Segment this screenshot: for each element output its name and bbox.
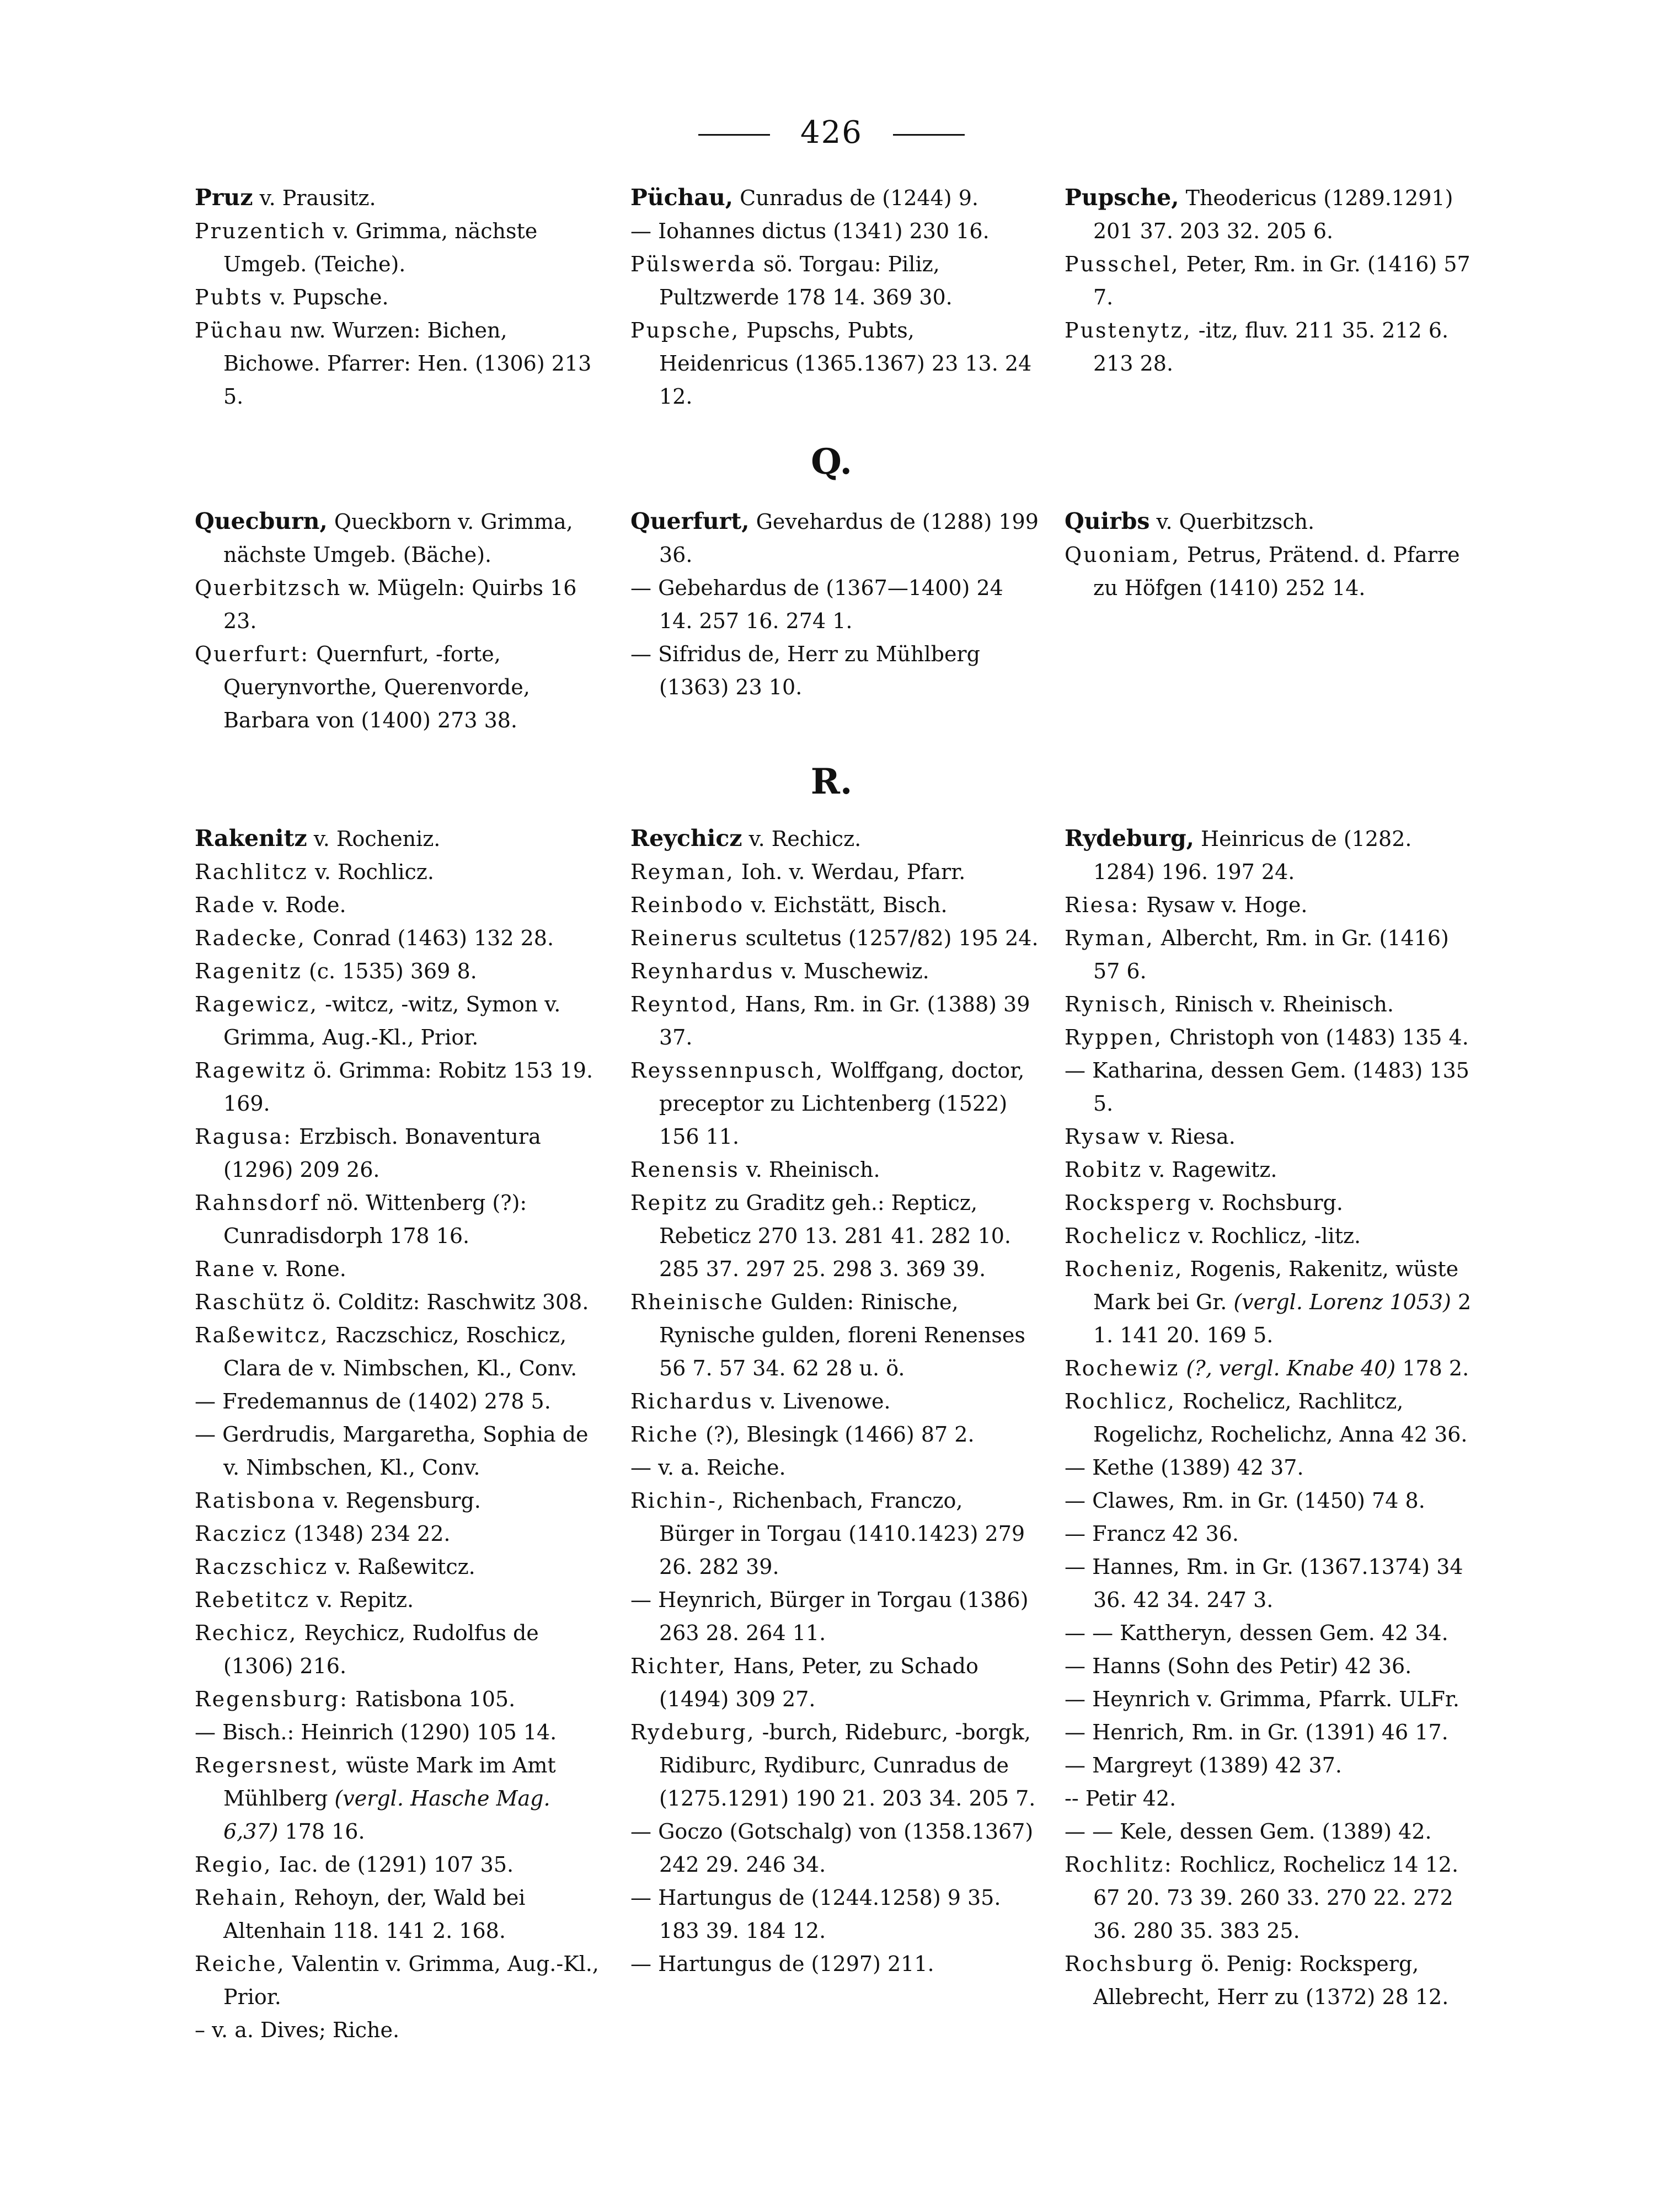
entry-text: Ioh. v. Werdau, Pfarr. xyxy=(734,860,966,884)
entry-text: -itz, fluv. 211 35. 212 6. 213 28. xyxy=(1093,318,1449,376)
index-entry xyxy=(1065,1649,1475,1683)
entry-text xyxy=(1179,1356,1186,1380)
index-entry xyxy=(1065,1815,1475,1848)
index-entry xyxy=(1065,1782,1475,1815)
entry-text: — Fredemannus de (1402) 278 5. xyxy=(195,1389,551,1413)
entry-text: v. Rechicz. xyxy=(742,827,862,851)
entry-text: Richenbach, Franczo, Bürger in Torgau (1410.1423) 279 26. 282 39. xyxy=(659,1488,1025,1579)
entry-text: — Clawes, Rm. in Gr. (1450) 74 8. xyxy=(1065,1488,1425,1513)
entry-headword: Reynhardus xyxy=(630,959,774,983)
entry-text: Gulden: Rinische, Rynische gulden, floreni Renenses 56 7. 57 34. 62 28 u. ö. xyxy=(659,1290,1025,1380)
entry-headword: Rane xyxy=(195,1257,256,1281)
index-entry xyxy=(1065,1484,1475,1517)
index-entry xyxy=(1065,538,1475,604)
entry-text: Christoph von (1483) 135 4. xyxy=(1163,1025,1469,1049)
index-entry xyxy=(1065,181,1475,248)
entry-text: wüste Mark im Amt Mühlberg xyxy=(223,1753,556,1811)
entry-headword: Regio, xyxy=(195,1852,272,1877)
entry-headword: Raczicz xyxy=(195,1522,287,1546)
entry-headword: Rochlicz, xyxy=(1065,1389,1176,1413)
entry-headword: Rahnsdorf xyxy=(195,1191,320,1215)
entry-text: Petrus, Prätend. d. Pfarre zu Höfgen (1410) 252 14. xyxy=(1093,543,1460,600)
entry-text: -witcz, -witz, Symon v. Grimma, Aug.-Kl., Prior. xyxy=(223,992,561,1049)
entry-text: — Hartungus de (1297) 211. xyxy=(630,1952,934,1976)
entry-headword: Pubts xyxy=(195,285,264,309)
index-entry xyxy=(195,822,606,855)
section-heading-r: R. xyxy=(810,761,853,802)
index-entry xyxy=(195,181,606,215)
entry-headword: Rochewiz xyxy=(1065,1356,1180,1380)
entry-headword: Ragewitz xyxy=(195,1058,307,1083)
index-entry xyxy=(630,638,1041,704)
index-entry xyxy=(1065,1716,1475,1749)
entry-headword: Richter, xyxy=(630,1654,727,1678)
entry-text: ö. Penig: Rocksperg, Allebrecht, Herr zu (1372) 28 12. xyxy=(1093,1952,1449,2009)
entry-text: Rinisch v. Rheinisch. xyxy=(1168,992,1394,1016)
page-number-line xyxy=(0,115,1663,151)
index-entry xyxy=(630,955,1041,988)
entry-headword: Ragewicz, xyxy=(195,992,319,1016)
entry-text: sö. Torgau: Piliz, Pultzwerde 178 14. 369 30. xyxy=(659,252,953,309)
section-r-column-3 xyxy=(1065,822,1475,2013)
entry-headword: Renensis xyxy=(630,1158,740,1182)
index-entry xyxy=(630,855,1041,888)
entry-headword: Quirbs xyxy=(1065,508,1150,534)
entry-text: — — Kattheryn, dessen Gem. 42 34. xyxy=(1065,1621,1448,1645)
entry-headword: Querbitzsch xyxy=(195,576,342,600)
index-entry xyxy=(630,1484,1041,1583)
entry-text: v. Rheinisch. xyxy=(739,1158,880,1182)
entry-text: v. Rone. xyxy=(256,1257,346,1281)
index-entry xyxy=(195,1186,606,1252)
index-entry xyxy=(1065,1550,1475,1616)
entry-text: Valentin v. Grimma, Aug.-Kl., Prior. xyxy=(223,1952,599,2009)
entry-headword: Rakenitz xyxy=(195,825,307,851)
entry-text: Rogenis, Rakenitz, wüste Mark bei Gr. xyxy=(1093,1257,1459,1314)
entry-text: – v. a. Dives; Riche. xyxy=(195,2018,400,2042)
index-entry xyxy=(1065,1120,1475,1153)
entry-text: Albercht, Rm. in Gr. (1416) 57 6. xyxy=(1093,926,1449,983)
entry-text: Ratisbona 105. xyxy=(348,1687,516,1711)
entry-headword: Ragenitz xyxy=(195,959,302,983)
entry-text: nö. Wittenberg (?): Cunradisdorph 178 16. xyxy=(223,1191,527,1248)
entry-headword: Querfurt, xyxy=(630,508,750,534)
index-entry xyxy=(1065,248,1475,314)
index-entry xyxy=(195,505,606,571)
entry-headword: Quoniam, xyxy=(1065,543,1180,567)
index-entry xyxy=(1065,1054,1475,1120)
index-entry xyxy=(195,1054,606,1120)
index-entry xyxy=(195,281,606,314)
index-entry xyxy=(1065,1683,1475,1716)
index-entry xyxy=(195,1484,606,1517)
entry-text: v. Prausitz. xyxy=(253,186,376,210)
index-entry xyxy=(195,1418,606,1484)
entry-text: — Heynrich, Bürger in Torgau (1386) 263 28. 264 11. xyxy=(630,1588,1029,1645)
entry-headword: Rade xyxy=(195,893,256,917)
entry-text: — Sifridus de, Herr zu Mühlberg (1363) 23 10. xyxy=(630,642,980,699)
entry-headword: Raßewitcz, xyxy=(195,1323,329,1347)
index-entry xyxy=(630,1418,1041,1451)
index-entry xyxy=(1065,822,1475,888)
index-entry xyxy=(195,1583,606,1616)
index-entry xyxy=(1065,1352,1475,1385)
entry-text: — Henrich, Rm. in Gr. (1391) 46 17. xyxy=(1065,1720,1448,1744)
entry-text: — Kethe (1389) 42 37. xyxy=(1065,1455,1304,1480)
entry-headword: Pruz xyxy=(195,184,253,211)
entry-text: Theodericus (1289.1291) 201 37. 203 32. 205 6. xyxy=(1093,186,1453,243)
entry-text: — Francz 42 36. xyxy=(1065,1522,1239,1546)
index-entry xyxy=(630,1881,1041,1947)
entry-text: Rysaw v. Hoge. xyxy=(1140,893,1308,917)
entry-headword: Reyman, xyxy=(630,860,735,884)
index-entry xyxy=(630,248,1041,314)
entry-headword: Rechicz, xyxy=(195,1621,298,1645)
page-number-left-rule xyxy=(698,134,770,136)
entry-text: v. Rode. xyxy=(255,893,346,917)
index-entry xyxy=(1065,1252,1475,1352)
entry-headword: Ragusa: xyxy=(195,1124,292,1149)
index-entry xyxy=(630,988,1041,1054)
index-entry xyxy=(195,1616,606,1683)
index-entry xyxy=(630,1385,1041,1418)
index-entry xyxy=(630,505,1041,571)
entry-headword: Richin-, xyxy=(630,1488,726,1513)
entry-text-continued: 178 16. xyxy=(278,1819,365,1844)
entry-headword: Rochelicz xyxy=(1065,1224,1182,1248)
entry-headword: Richardus xyxy=(630,1389,753,1413)
index-entry xyxy=(1065,1848,1475,1947)
entry-text: nw. Wurzen: Bichen, Bichowe. Pfarrer: Hen. (1306) 213 5. xyxy=(223,318,592,409)
entry-headword: Pülswerda xyxy=(630,252,757,276)
entry-text: Rehoyn, der, Wald bei Altenhain 118. 141 2. 168. xyxy=(223,1886,526,1943)
index-entry xyxy=(195,215,606,281)
entry-text: v. Grimma, nächste Umgeb. (Teiche). xyxy=(223,219,538,276)
section-q-column-2 xyxy=(630,505,1041,704)
entry-headword: Reinbodo xyxy=(630,893,745,917)
entry-headword: Rochsburg xyxy=(1065,1952,1195,1976)
index-entry xyxy=(1065,1385,1475,1451)
index-entry xyxy=(1065,314,1475,380)
index-entry xyxy=(195,888,606,922)
entry-text: (1348) 234 22. xyxy=(287,1522,451,1546)
section-q-column-3 xyxy=(1065,505,1475,604)
entry-text: Rochlicz, Rochelicz 14 12. 67 20. 73 39. 260 33. 270 22. 272 36. 280 35. 383 25. xyxy=(1093,1852,1459,1943)
entry-text: v. Rocheniz. xyxy=(307,827,441,851)
index-entry xyxy=(195,2013,606,2047)
index-entry xyxy=(1065,1947,1475,2013)
entry-headword: Radecke, xyxy=(195,926,306,950)
entry-headword: Püchau, xyxy=(630,184,734,211)
entry-text: — Gerdrudis, Margaretha, Sophia de v. Nimbschen, Kl., Conv. xyxy=(195,1422,589,1480)
entry-text: -- Petir 42. xyxy=(1065,1786,1177,1811)
index-entry xyxy=(630,822,1041,855)
entry-text: v. Rochlicz, -litz. xyxy=(1181,1224,1361,1248)
index-entry xyxy=(195,314,606,413)
index-entry xyxy=(1065,922,1475,988)
entry-headword: Ratisbona xyxy=(195,1488,317,1513)
entry-text: — Katharina, dessen Gem. (1483) 135 5. xyxy=(1065,1058,1469,1116)
entry-reference-italic: (?, vergl. Knabe 40) xyxy=(1186,1356,1396,1380)
index-entry xyxy=(195,1683,606,1716)
entry-headword: Reiche, xyxy=(195,1952,286,1976)
entry-text: v. Repitz. xyxy=(309,1588,414,1612)
index-entry xyxy=(1065,988,1475,1021)
entry-text: v. Querbitzsch. xyxy=(1149,510,1315,534)
index-entry xyxy=(1065,1021,1475,1054)
entry-headword: Reinerus xyxy=(630,926,739,950)
entry-headword: Rydeburg, xyxy=(1065,825,1194,851)
index-entry xyxy=(195,1319,606,1385)
entry-text: ö. Grimma: Robitz 153 19. 169. xyxy=(223,1058,593,1116)
index-entry xyxy=(195,1749,606,1848)
entry-headword: Raschütz xyxy=(195,1290,306,1314)
section-r-column-2 xyxy=(630,822,1041,1980)
entry-text: — Gebehardus de (1367—1400) 24 14. 257 16. 274 1. xyxy=(630,576,1003,633)
index-entry xyxy=(630,1451,1041,1484)
entry-text: v. Muschewiz. xyxy=(774,959,929,983)
entry-headword: Rebetitcz xyxy=(195,1588,310,1612)
entry-headword: Repitz xyxy=(630,1191,708,1215)
entry-text: v. Regensburg. xyxy=(316,1488,481,1513)
index-entry xyxy=(630,215,1041,248)
entry-text: Hans, Peter, zu Schado (1494) 309 27. xyxy=(659,1654,978,1711)
entry-headword: Ryppen, xyxy=(1065,1025,1163,1049)
page-number-right-rule xyxy=(893,134,965,136)
entry-text: Iac. de (1291) 107 35. xyxy=(272,1852,514,1877)
index-entry xyxy=(195,922,606,955)
entry-text: Hans, Rm. in Gr. (1388) 39 37. xyxy=(659,992,1030,1049)
entry-headword: Regensburg: xyxy=(195,1687,349,1711)
entry-headword: Riche xyxy=(630,1422,699,1447)
index-entry xyxy=(195,855,606,888)
index-entry xyxy=(1065,1219,1475,1252)
index-entry xyxy=(630,922,1041,955)
entry-headword: Pupsche, xyxy=(630,318,740,342)
index-entry xyxy=(1065,1749,1475,1782)
entry-headword: Reychicz xyxy=(630,825,742,851)
entry-text: zu Graditz geh.: Repticz, Rebeticz 270 13. 281 41. 282 10. 285 37. 297 25. 298 3. 369 39. xyxy=(659,1191,1012,1281)
index-entry xyxy=(1065,1616,1475,1649)
index-entry xyxy=(195,1881,606,1947)
section-r-column-1 xyxy=(195,822,606,2047)
index-entry xyxy=(1065,505,1475,538)
entry-headword: Querfurt: xyxy=(195,642,310,666)
index-entry xyxy=(195,1517,606,1550)
entry-text: — Hannes, Rm. in Gr. (1367.1374) 34 36. 42 34. 247 3. xyxy=(1065,1555,1463,1612)
entry-text: v. Rochlicz. xyxy=(308,860,434,884)
entry-headword: Rocksperg xyxy=(1065,1191,1193,1215)
entry-text: v. Rochsburg. xyxy=(1192,1191,1343,1215)
section-p-column-2 xyxy=(630,181,1041,413)
entry-text: w. Mügeln: Quirbs 16 23. xyxy=(223,576,577,633)
entry-text: (?), Blesingk (1466) 87 2. xyxy=(699,1422,975,1447)
entry-headword: Pustenytz, xyxy=(1065,318,1192,342)
index-entry xyxy=(630,1153,1041,1186)
index-entry xyxy=(630,1815,1041,1881)
index-entry xyxy=(1065,1153,1475,1186)
entry-headword: Pruzentich xyxy=(195,219,327,243)
entry-headword: Quecburn, xyxy=(195,508,328,534)
entry-text: Queckborn v. Grimma, nächste Umgeb. (Bäche). xyxy=(223,510,573,567)
entry-text: — Iohannes dictus (1341) 230 16. xyxy=(630,219,990,243)
entry-text-continued: 178 2. xyxy=(1395,1356,1469,1380)
index-entry xyxy=(195,1550,606,1583)
entry-text: Raczschicz, Roschicz, Clara de v. Nimbschen, Kl., Conv. xyxy=(223,1323,577,1380)
entry-text: Rochelicz, Rachlitcz, Rogelichz, Rochelichz, Anna 42 36. xyxy=(1093,1389,1468,1447)
section-p-column-3 xyxy=(1065,181,1475,380)
entry-headword: Riesa: xyxy=(1065,893,1140,917)
entry-headword: Pusschel, xyxy=(1065,252,1180,276)
entry-text: — Bisch.: Heinrich (1290) 105 14. xyxy=(195,1720,557,1744)
entry-headword: Rydeburg, xyxy=(630,1720,756,1744)
index-entry xyxy=(1065,1186,1475,1219)
index-entry xyxy=(630,1583,1041,1649)
index-entry xyxy=(630,1716,1041,1815)
entry-text: — Margreyt (1389) 42 37. xyxy=(1065,1753,1342,1777)
entry-text: v. Riesa. xyxy=(1141,1124,1236,1149)
index-entry xyxy=(195,1947,606,2013)
index-entry xyxy=(195,1286,606,1319)
entry-text: Reychicz, Rudolfus de (1306) 216. xyxy=(223,1621,539,1678)
index-entry xyxy=(630,1286,1041,1385)
index-entry xyxy=(1065,1517,1475,1550)
entry-text: — Heynrich v. Grimma, Pfarrk. ULFr. xyxy=(1065,1687,1459,1711)
entry-text: — Goczo (Gotschalg) von (1358.1367) 242 29. 246 34. xyxy=(630,1819,1034,1877)
index-entry xyxy=(630,571,1041,638)
entry-headword: Reyntod, xyxy=(630,992,739,1016)
index-entry xyxy=(1065,1451,1475,1484)
section-p-column-1 xyxy=(195,181,606,413)
entry-text: Wolffgang, doctor, preceptor zu Lichtenberg (1522) 156 11. xyxy=(659,1058,1025,1149)
entry-headword: Pupsche, xyxy=(1065,184,1179,211)
entry-text: v. Eichstätt, Bisch. xyxy=(744,893,948,917)
index-entry xyxy=(630,888,1041,922)
entry-reference-italic: (vergl. Hasche Mag. 6,37) xyxy=(223,1786,550,1844)
index-entry xyxy=(630,1186,1041,1286)
index-entry xyxy=(630,314,1041,413)
index-entry xyxy=(195,1716,606,1749)
entry-text: Pupschs, Pubts, Heidenricus (1365.1367) 23 13. 24 12. xyxy=(659,318,1032,409)
entry-headword: Regersnest, xyxy=(195,1753,340,1777)
entry-text: — — Kele, dessen Gem. (1389) 42. xyxy=(1065,1819,1432,1844)
index-entry xyxy=(195,571,606,638)
entry-text: ö. Colditz: Raschwitz 308. xyxy=(306,1290,589,1314)
entry-headword: Rheinische xyxy=(630,1290,764,1314)
section-q-column-1 xyxy=(195,505,606,737)
entry-headword: Rehain, xyxy=(195,1886,287,1910)
index-entry xyxy=(630,181,1041,215)
entry-text: v. Pupsche. xyxy=(263,285,389,309)
entry-text: Conrad (1463) 132 28. xyxy=(306,926,554,950)
entry-text: v. Ragewitz. xyxy=(1142,1158,1277,1182)
entry-text: Cunradus de (1244) 9. xyxy=(733,186,978,210)
index-entry xyxy=(195,1120,606,1186)
entry-text: — Hartungus de (1244.1258) 9 35. 183 39. 184 12. xyxy=(630,1886,1001,1943)
index-entry xyxy=(630,1649,1041,1716)
entry-text: (c. 1535) 369 8. xyxy=(302,959,477,983)
entry-headword: Raczschicz xyxy=(195,1555,329,1579)
index-entry xyxy=(195,955,606,988)
index-entry xyxy=(195,638,606,737)
entry-text: Peter, Rm. in Gr. (1416) 57 7. xyxy=(1093,252,1471,309)
entry-text: v. Raßewitcz. xyxy=(328,1555,475,1579)
entry-text: — v. a. Reiche. xyxy=(630,1455,786,1480)
entry-reference-italic: (vergl. Lorenz 1053) xyxy=(1233,1290,1451,1314)
entry-text: v. Livenowe. xyxy=(753,1389,891,1413)
entry-headword: Rachlitcz xyxy=(195,860,308,884)
entry-headword: Rocheniz, xyxy=(1065,1257,1184,1281)
entry-headword: Ryman, xyxy=(1065,926,1154,950)
entry-text: scultetus (1257/82) 195 24. xyxy=(739,926,1039,950)
index-entry xyxy=(1065,888,1475,922)
index-entry xyxy=(195,988,606,1054)
entry-text: — Hanns (Sohn des Petir) 42 36. xyxy=(1065,1654,1412,1678)
index-entry xyxy=(630,1054,1041,1153)
entry-headword: Reyssennpusch, xyxy=(630,1058,825,1083)
entry-headword: Rochlitz: xyxy=(1065,1852,1173,1877)
index-entry xyxy=(195,1848,606,1881)
index-entry xyxy=(195,1385,606,1418)
page-number: 426 xyxy=(800,115,863,151)
entry-text: Erzbisch. Bonaventura (1296) 209 26. xyxy=(223,1124,541,1182)
index-entry xyxy=(195,1252,606,1286)
entry-text: Heinricus de (1282. 1284) 196. 197 24. xyxy=(1093,827,1412,884)
entry-text: Gevehardus de (1288) 199 36. xyxy=(659,510,1039,567)
entry-text: -burch, Rideburc, -borgk, Ridiburc, Rydiburc, Cunradus de (1275.1291) 190 21. 203 34. 205 7. xyxy=(659,1720,1036,1811)
index-entry xyxy=(630,1947,1041,1980)
entry-text-continued: 2 1. 141 20. 169 5. xyxy=(1093,1290,1472,1347)
entry-text: Quernfurt, -forte, Querynvorthe, Querenvorde, Barbara von (1400) 273 38. xyxy=(223,642,530,732)
entry-headword: Robitz xyxy=(1065,1158,1143,1182)
entry-headword: Rysaw xyxy=(1065,1124,1142,1149)
section-heading-q: Q. xyxy=(811,441,852,483)
entry-headword: Rynisch, xyxy=(1065,992,1168,1016)
entry-headword: Püchau xyxy=(195,318,284,342)
